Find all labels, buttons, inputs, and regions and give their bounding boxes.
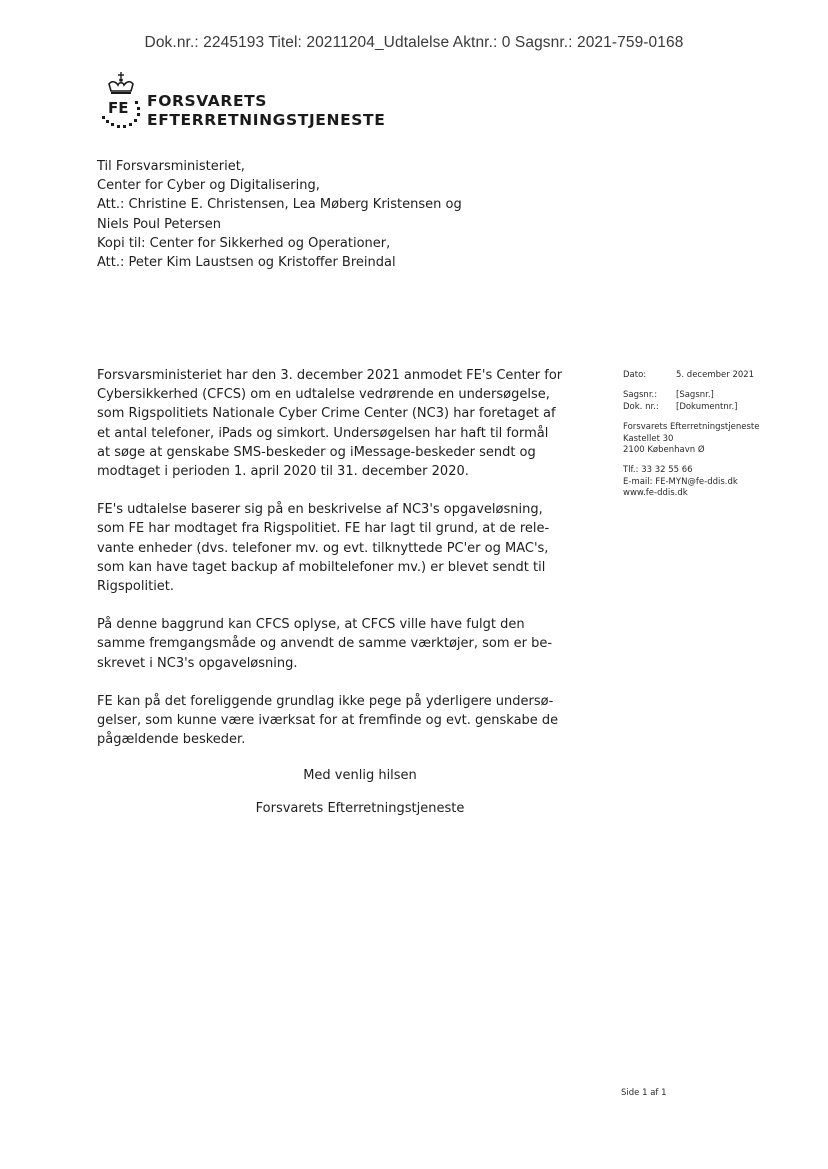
doc-label: Dok. nr.: <box>623 401 659 412</box>
doc-value: [Dokumentnr.] <box>676 401 738 412</box>
org-name-line1: FORSVARETS <box>147 92 268 110</box>
body-line: Forsvarsministeriet har den 3. december 2021 anmodet FE's Center for <box>97 368 563 383</box>
case-row <box>623 390 813 401</box>
recipient-line: Att.: Peter Kim Laustsen og Kristoffer Breindal <box>97 255 396 271</box>
body-paragraph <box>97 366 587 481</box>
body-line: Cybersikkerhed (CFCS) om en udtalelse vedrørende en undersøgelse, <box>97 387 550 403</box>
body-paragraph <box>97 692 587 750</box>
body-paragraph <box>97 500 587 596</box>
closing-block <box>0 766 720 818</box>
body-line: som kan have taget backup af mobiltelefoner mv.) er blevet sendt til <box>97 559 546 575</box>
body-line: samme fremgangsmåde og anvendt de samme værktøjer, som er be- <box>97 636 553 652</box>
recipient-line: Center for Cyber og Digitalisering, <box>97 178 320 194</box>
closing-sender: Forsvarets Efterretningstjeneste <box>255 801 465 816</box>
body-line: at søge at genskabe SMS-beskeder og iMessage-beskeder sendt og <box>97 444 536 460</box>
recipient-line: Niels Poul Petersen <box>97 216 221 232</box>
organization-name <box>147 92 385 130</box>
closing-signoff: Med venlig hilsen <box>303 768 417 783</box>
case-label: Sagsnr.: <box>623 390 658 401</box>
body-line: vante enheder (dvs. telefoner mv. og evt. tilknyttede PC'er og MAC's, <box>97 540 549 556</box>
body-line: FE kan på det foreliggende grundlag ikke pege på yderligere undersø- <box>97 693 554 709</box>
date-value: 5. december 2021 <box>676 370 755 380</box>
date-row <box>623 370 813 381</box>
crown-icon <box>109 72 133 93</box>
body-line: som FE har modtaget fra Rigspolitiet. FE har lagt til grund, at de rele- <box>97 521 550 537</box>
recipient-line: Til Forsvarsministeriet, <box>97 159 245 174</box>
body-line: modtaget i perioden 1. april 2020 til 31. december 2020. <box>97 464 469 480</box>
body-line: Rigspolitiet. <box>97 579 175 595</box>
recipient-line: Att.: Christine E. Christensen, Lea Møberg Kristensen og <box>97 197 462 213</box>
body-line: gelser, som kunne være iværksat for at fremfinde og evt. genskabe de <box>97 713 559 729</box>
metadata-sidebar <box>623 370 813 500</box>
body-line: som Rigspolitiets Nationale Cyber Crime Center (NC3) har foretaget af <box>97 406 556 422</box>
phone-line: Tlf.: 33 32 55 66 <box>623 465 693 476</box>
body-line: pågældende beskeder. <box>97 732 246 748</box>
address-line: Forsvarets Efterretningstjeneste <box>623 422 760 433</box>
body-line: På denne baggrund kan CFCS oplyse, at CFCS ville have fulgt den <box>97 617 525 633</box>
body-line: skrevet i NC3's opgaveløsning. <box>97 655 298 671</box>
case-value: [Sagsnr.] <box>676 390 714 401</box>
address-line: Kastellet 30 <box>623 433 674 444</box>
date-label: Dato: <box>623 370 647 380</box>
address-line: 2100 København Ø <box>623 445 705 456</box>
body-line: et antal telefoner, iPads og simkort. Undersøgelsen har haft til formål <box>97 425 549 441</box>
body-paragraph <box>97 615 587 673</box>
letter-body <box>97 366 587 768</box>
email-line: E-mail: FE-MYN@fe-ddis.dk <box>623 476 738 487</box>
document-stamp: Dok.nr.: 2245193 Titel: 20211204_Udtalelse Aktnr.: 0 Sagsnr.: 2021-759-0168 <box>144 34 684 51</box>
org-name-line2: EFTERRETNINGSTJENESTE <box>147 111 386 129</box>
recipient-block <box>97 157 462 272</box>
page-number: Side 1 af 1 <box>621 1088 667 1098</box>
doc-row <box>623 402 813 413</box>
recipient-line: Kopi til: Center for Sikkerhed og Operationer, <box>97 235 391 251</box>
website-line: www.fe-ddis.dk <box>623 488 688 499</box>
body-line: FE's udtalelse baserer sig på en beskrivelse af NC3's opgaveløsning, <box>97 502 543 518</box>
logo-initials: FE <box>108 99 129 117</box>
